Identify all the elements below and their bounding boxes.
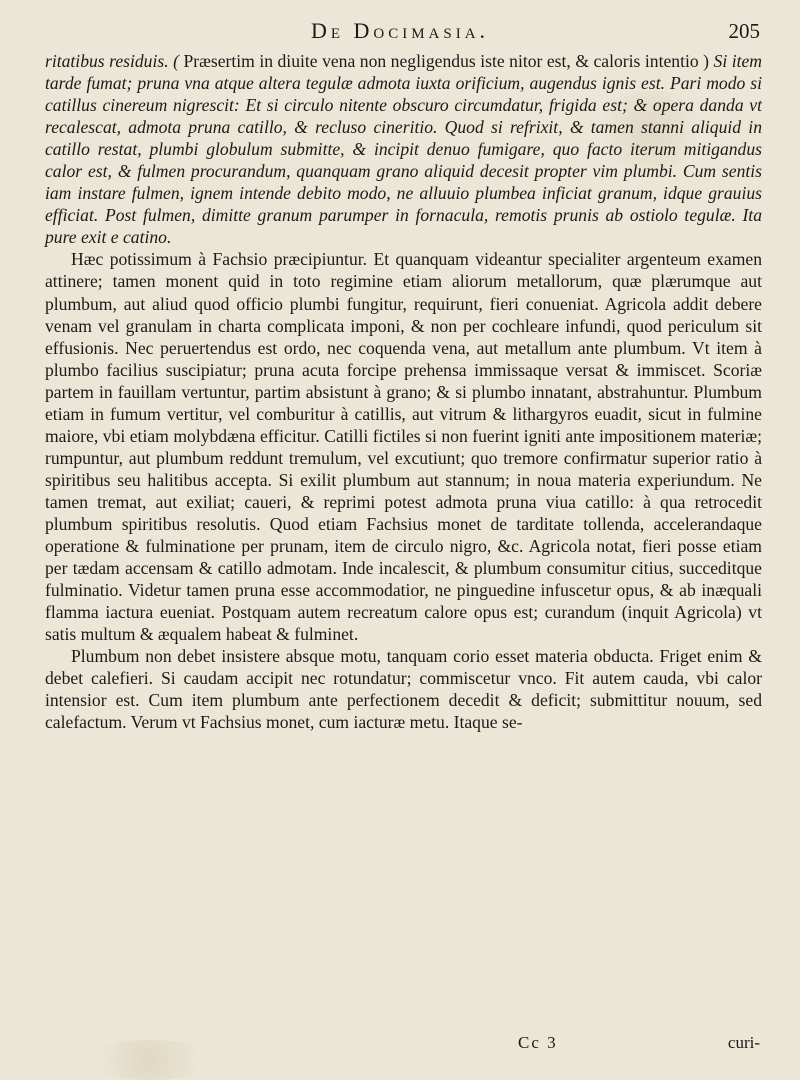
text-segment: Præsertim in diuite vena non negligendus iste nitor est, & caloris intentio ) xyxy=(183,51,714,71)
italic-text-segment: Si item tarde fumat; pruna vna atque altera tegulæ admota iuxta orificium, augendus ignis est. Pari modo si catillus cinereum nigrescit: Et si circulo nitente obscuro circumdatur, frigida est; & opera danda vt recalescat, admota pruna catillo, & recluso cineritio. Quod si refrixit, & tamen stanni aliquid in catillo restat, plumbi globulum submitte, & incipit denuo fumigare, quo facto iterum mitigandus calor est, & fulmen procurandum, quanquam grano aliquid decesit propter vim plumbi. Cum sentis iam instare fulmen, ignem intende debito modo, ne alluuio plumbea inficiat granum, idque grauius efficiat. Post fulmen, dimitte granum parumper in fornacula, remotis prunis ab ostiolo tegulæ. Ita pure exit e catino. xyxy=(45,51,762,248)
paragraph xyxy=(45,50,762,248)
catchword: curi- xyxy=(727,1033,760,1052)
page-header xyxy=(0,18,800,48)
italic-text-segment: ritatibus residuis. ( xyxy=(45,51,184,71)
text-segment: Plumbum non debet insistere absque motu, tanquam corio esset materia obducta. Friget enim & debet calefieri. Si caudam accipit nec rotundatur; commiscetur vnco. Fit autem cauda, vbi calor intensior est. Cum item plumbum ante perfectionem decedit & deficit; submittitur nouum, sed calefactum. Verum vt Fachsius monet, cum iacturæ metu. Itaque se- xyxy=(45,646,762,733)
signature-mark: Cc 3 xyxy=(518,1033,558,1052)
running-head: De Docimasia. xyxy=(310,18,490,43)
text-segment: Hæc potissimum à Fachsio præcipiuntur. Et quanquam videantur specialiter argenteum examen attinere; tamen monent quid in toto regimine etiam aliorum metallorum, quæ plærumque aut plumbum, aut aliud quod officio plumbi fungitur, requirunt, fieri conueniat. Agricola addit debere venam vel granulam in charta complicata imponi, & non per cochleare infundi, quod periculum sit effusionis. Nec peruertendus est ordo, nec coquenda vena, aut metallum ante plumbum. Vt item à plumbo facilius suscipiatur; pruna acuta forcipe prehensa immissaque versat & immiscet. Scoriæ partem in fauillam vertuntur, partim absistunt à grano; & si plumbo innatant, abstrahuntur. Plumbum etiam in fumum vertitur, vel comburitur à catillis, aut vitrum & lithargyros euadit, sicut in fulmine maiore, vbi etiam molybdæna efficitur. Catilli fictiles si non fuerint igniti ante impositionem materiæ; rumpuntur, aut plumbum reddunt tremulum, vel excutiunt; quo tremore confirmatur superior ratio à spiritibus seu halitibus accepta. Si exilit plumbum aut stannum; in noua materia experiundum. Ne tamen tremat, aut exiliat; caueri, & reprimi potest admota pruna viua catillo: à qua retrocedit plumbum spiritibus resolutis. Quod etiam Fachsius monet de tarditate tollenda, accelerandaque operatione & fulminatione per prunam, item de circulo nigro, &c. Agricola notat, fieri posse etiam per tædam accensam & catillo admotam. Inde incalescit, & plumbum consumitur citius, succeditque fulminatio. Videtur tamen pruna esse accommodatior, ne pinguedine infuscetur opus, & ab inæquali flamma iactura eueniat. Postquam autem recreatum calore opus est; curandum (inquit Agricola) vt satis multum & æqualem habeat & fulminet. xyxy=(45,249,762,645)
page-footer xyxy=(0,1033,800,1057)
body-text xyxy=(45,50,762,733)
paragraph xyxy=(45,248,762,645)
page-number: 205 xyxy=(728,19,760,43)
paragraph xyxy=(45,645,762,733)
